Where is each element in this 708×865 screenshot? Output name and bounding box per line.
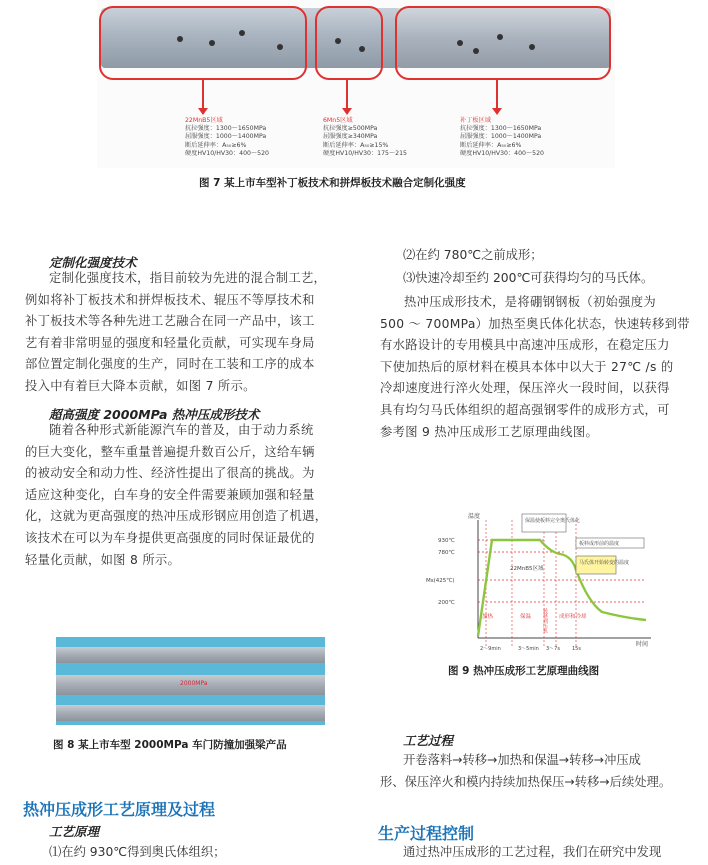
- step-2: ⑵在约 780℃之前成形；: [403, 248, 543, 262]
- highlight-box-6mn5: [315, 6, 383, 80]
- para-2000mpa: 随着各种形式新能源汽车的普及，由于动力系统 的巨大变化，整车重量普遍提升数百公斤，这给车辆 的被动安全和动力性、经济性提出了很高的挑战。为 适应这种变化，白车身的安全件需要兼顾加强和轻量 化，这就为更高强度的热冲压成形钢应用创造了机遇， 该技术在可以为车身提供更高强度的同时保证最优的 轻量化贡献，如图 8 所示。: [25, 423, 328, 567]
- figure-9-diagram: [426, 508, 663, 656]
- section-title-control: 生产过程控制: [378, 824, 475, 843]
- svg-text:2～9min: 2～9min: [480, 646, 501, 652]
- svg-text:加热: 加热: [482, 614, 494, 620]
- svg-text:成形和冷却: 成形和冷却: [559, 614, 587, 620]
- svg-text:板料成形前的温度: 板料成形前的温度: [579, 541, 620, 547]
- svg-text:930℃: 930℃: [438, 538, 455, 544]
- svg-text:Ms(425℃): Ms(425℃): [426, 578, 455, 584]
- svg-text:3～7s: 3～7s: [546, 646, 560, 652]
- svg-text:保温使板料完全奥氏体化: 保温使板料完全奥氏体化: [525, 518, 581, 524]
- last-line: 通过热冲压成形的工艺过程，我们在研究中发现: [403, 845, 662, 859]
- fig9-svg: [426, 508, 663, 656]
- para-custom-strength: 定制化强度技术，指目前较为先进的混合制工艺， 例如将补丁板技术和拼焊板技术、辊压不等厚技术和 补丁板技术等各种先进工艺融合在同一产品中，该工 艺有着非常明显的强度和轻量化贡献，可实现车身局 部位置定制化强度的生产，同时在工装和工序的成本 投入中有着巨大降本贡献，如图 7 所示。: [25, 271, 327, 393]
- step-3: ⑶快速冷却至约 200℃可获得均匀的马氏体。: [403, 271, 654, 285]
- heading-custom-strength: 定制化强度技术: [49, 255, 137, 270]
- figure-8-photo: [56, 637, 325, 725]
- highlight-box-22mnb5: [99, 6, 307, 80]
- fig9-y-label: 温度: [468, 513, 481, 520]
- spec-6mn5: 6Mn5区域 抗拉强度≥500MPa 屈服强度≥340MPa 断后延伸率：A₅₀≥15% 硬度HV10/HV30：175～215: [323, 117, 407, 157]
- heading-principle: 工艺原理: [49, 824, 100, 839]
- fig8-mark: 2000MPa: [180, 680, 208, 687]
- fig9-x-label: 时间: [636, 641, 649, 648]
- figure-7: [97, 0, 615, 168]
- svg-text:马氏体开始转变的温度: 马氏体开始转变的温度: [579, 560, 630, 566]
- highlight-box-patch: [395, 6, 611, 80]
- heading-process: 工艺过程: [403, 733, 454, 748]
- section-title-principle: 热冲压成形工艺原理及过程: [23, 800, 216, 819]
- spec-patch: 补丁板区域 抗拉强度：1300～1650MPa 屈服强度：1000～1400MPa 断后延伸率：A₅₀≥6% 硬度HV10/HV30：400～520: [460, 117, 544, 157]
- svg-text:200℃: 200℃: [438, 600, 455, 606]
- figure-7-caption: 图 7 某上市车型补丁板技术和拼焊板技术融合定制化强度: [199, 177, 466, 189]
- figure-8-caption: 图 8 某上市车型 2000MPa 车门防撞加强梁产品: [53, 739, 287, 751]
- heading-2000mpa: 超高强度 2000MPa 热冲压成形技术: [49, 407, 260, 422]
- figure-9-caption: 图 9 热冲压成形工艺原理曲线图: [448, 665, 600, 677]
- svg-text:3～5min: 3～5min: [518, 646, 539, 652]
- step-1: ⑴在约 930℃得到奥氏体组织；: [49, 845, 226, 859]
- para-hot-stamping: 热冲压成形技术，是将硼钢钢板（初始强度为 500 ～ 700MPa）加热至奥氏体化状态，快速转移到带 有水路设计的专用模具中高速冲压成形，在稳定压力 下使加热后的原材料在模具本体中以大于 27℃ /s 的 冷却速度进行淬火处理，保压淬火一段时间，以获得 具有均匀马氏体组织的超高强钢零件的成形方式，可 参考图 9 热冲压成形工艺原理曲线图。: [380, 295, 690, 439]
- spec-22mnb5: 22MnB5区域 抗拉强度：1300～1650MPa 屈服强度：1000～1400MPa 断后延伸率：A₅₀≥6% 硬度HV10/HV30：400～520: [185, 117, 269, 157]
- svg-text:780℃: 780℃: [438, 550, 455, 556]
- svg-text:保温: 保温: [520, 614, 532, 620]
- svg-text:转移到压机: 转移到压机: [542, 608, 548, 633]
- process-line-1: 开卷落料→转移→加热和保温→转移→冲压成: [403, 753, 641, 767]
- svg-text:15s: 15s: [572, 646, 581, 652]
- svg-text:22MnB5区域: 22MnB5区域: [510, 566, 544, 572]
- process-line-2: 形、保压淬火和模内持续加热保压→转移→后续处理。: [380, 775, 672, 789]
